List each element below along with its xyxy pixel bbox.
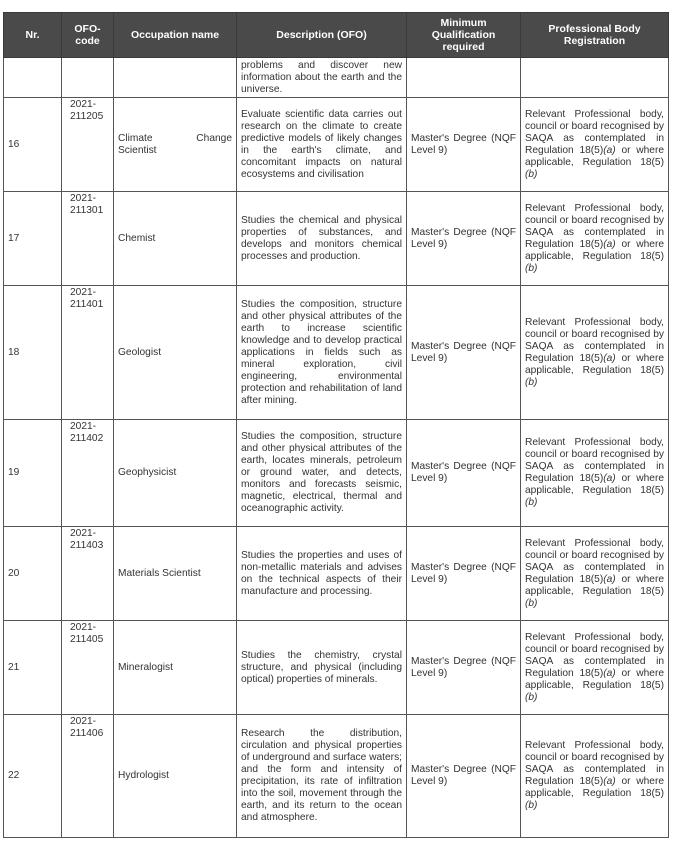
row-nr: 21	[4, 621, 62, 715]
reg-mid: or where applicable, Regulation 18(5)	[525, 144, 665, 168]
row-description: Studies the composition, structure and other physical attributes of the earth, locates minerals, petroleum or ground water, and detects, monitors and forecasts seismic, magnetic, electrical, thermal and oceanographic activity.	[237, 420, 407, 527]
table-row	[4, 98, 669, 192]
reg-text: Relevant Professional body, council or board recognised by SAQA as contemplated in Regulation 18(5)	[525, 631, 664, 679]
reg-text: Relevant Professional body, council or board recognised by SAQA as contemplated in Regulation 18(5)	[525, 537, 664, 585]
cont-code	[62, 58, 114, 98]
cont-desc: problems and discover new information about the earth and the universe.	[237, 58, 407, 98]
reg-text: Relevant Professional body, council or board recognised by SAQA as contemplated in Regulation 18(5)	[525, 202, 664, 250]
reg-mid: or where applicable, Regulation 18(5)	[525, 352, 665, 376]
header-row	[4, 13, 669, 58]
header-qual: Minimum Qualification required	[407, 13, 521, 58]
reg-mid: or where applicable, Regulation 18(5)	[525, 776, 665, 799]
row-ofo-code: 2021-211405	[62, 621, 114, 715]
reg-b: (b)	[525, 691, 538, 703]
table-row	[4, 420, 669, 527]
occupation-table	[3, 12, 669, 838]
continuation-row	[4, 58, 669, 98]
header-desc: Description (OFO)	[237, 13, 407, 58]
table-row	[4, 192, 669, 286]
reg-a: (a)	[603, 352, 616, 364]
reg-mid: or where applicable, Regulation 18(5)	[525, 238, 665, 262]
reg-a: (a)	[603, 144, 616, 156]
row-qualification: Master's Degree (NQF Level 9)	[407, 98, 521, 192]
row-registration	[521, 98, 669, 192]
row-description: Evaluate scientific data carries out research on the climate to create predictive models of likely changes in the earth's climate, and concomitant impacts on natural ecosystems and civilisation	[237, 98, 407, 192]
row-nr: 19	[4, 420, 62, 527]
row-ofo-code: 2021-211402	[62, 420, 114, 527]
row-qualification: Master's Degree (NQF Level 9)	[407, 192, 521, 286]
row-nr: 17	[4, 192, 62, 286]
reg-text: Relevant Professional body, council or board recognised by SAQA as contemplated in Regulation 18(5)	[525, 437, 664, 484]
row-occupation-name: Mineralogist	[114, 621, 237, 715]
row-registration	[521, 192, 669, 286]
row-qualification: Master's Degree (NQF Level 9)	[407, 420, 521, 527]
row-occupation-name: Chemist	[114, 192, 237, 286]
row-ofo-code: 2021-211406	[62, 715, 114, 838]
row-ofo-code: 2021-211205	[62, 98, 114, 192]
row-registration	[521, 527, 669, 621]
reg-mid: or where applicable, Regulation 18(5)	[525, 667, 665, 691]
reg-mid: or where applicable, Regulation 18(5)	[525, 573, 665, 597]
row-ofo-code: 2021-211401	[62, 286, 114, 420]
row-qualification: Master's Degree (NQF Level 9)	[407, 715, 521, 838]
reg-b: (b)	[525, 497, 538, 508]
table-row	[4, 621, 669, 715]
row-occupation-name: Hydrologist	[114, 715, 237, 838]
cont-reg	[521, 58, 669, 98]
reg-mid: or where applicable, Regulation 18(5)	[525, 473, 665, 496]
row-occupation-name: Geologist	[114, 286, 237, 420]
reg-b: (b)	[525, 597, 538, 609]
reg-a: (a)	[603, 573, 616, 585]
header-nr: Nr.	[4, 13, 62, 58]
row-occupation-name: Geophysicist	[114, 420, 237, 527]
reg-b: (b)	[525, 262, 538, 274]
row-nr: 18	[4, 286, 62, 420]
row-description: Studies the chemical and physical properties of substances, and develops and monitors chemical processes and production.	[237, 192, 407, 286]
table-row	[4, 527, 669, 621]
cont-nr	[4, 58, 62, 98]
header-code: OFO-code	[62, 13, 114, 58]
row-description: Studies the properties and uses of non-metallic materials and advises on the technical aspects of their manufacture and processing.	[237, 527, 407, 621]
row-nr: 22	[4, 715, 62, 838]
reg-text: Relevant Professional body, council or board recognised by SAQA as contemplated in Regulation 18(5)	[525, 108, 664, 156]
reg-a: (a)	[603, 667, 616, 679]
table-row	[4, 715, 669, 838]
row-registration	[521, 621, 669, 715]
header-name: Occupation name	[114, 13, 237, 58]
table-row	[4, 286, 669, 420]
header-reg: Professional Body Registration	[521, 13, 669, 58]
reg-a: (a)	[603, 238, 616, 250]
reg-b: (b)	[525, 800, 538, 811]
reg-a: (a)	[603, 776, 616, 787]
cont-name	[114, 58, 237, 98]
row-registration	[521, 420, 669, 527]
row-qualification: Master's Degree (NQF Level 9)	[407, 527, 521, 621]
reg-b: (b)	[525, 376, 538, 388]
row-ofo-code: 2021-211403	[62, 527, 114, 621]
row-ofo-code: 2021-211301	[62, 192, 114, 286]
row-occupation-name: Climate Change Scientist	[114, 98, 237, 192]
reg-text: Relevant Professional body, council or board recognised by SAQA as contemplated in Regulation 18(5)	[525, 740, 664, 787]
row-nr: 20	[4, 527, 62, 621]
row-description: Studies the composition, structure and other physical attributes of the earth to increase scientific knowledge and to develop practical applications in fields such as mineral exploration, civil engineering, environmental protection and rehabilitation of land after mining.	[237, 286, 407, 420]
row-description: Studies the chemistry, crystal structure, and physical (including optical) properties of minerals.	[237, 621, 407, 715]
reg-b: (b)	[525, 168, 538, 180]
row-occupation-name: Materials Scientist	[114, 527, 237, 621]
row-registration	[521, 286, 669, 420]
row-registration	[521, 715, 669, 838]
reg-text: Relevant Professional body, council or board recognised by SAQA as contemplated in Regulation 18(5)	[525, 316, 664, 364]
row-qualification: Master's Degree (NQF Level 9)	[407, 286, 521, 420]
row-description: Research the distribution, circulation and physical properties of underground and surface waters; and the form and intensity of precipitation, its rate of infiltration into the soil, movement through the earth, and its return to the ocean and atmosphere.	[237, 715, 407, 838]
row-nr: 16	[4, 98, 62, 192]
row-qualification: Master's Degree (NQF Level 9)	[407, 621, 521, 715]
reg-a: (a)	[603, 473, 616, 484]
cont-qual	[407, 58, 521, 98]
